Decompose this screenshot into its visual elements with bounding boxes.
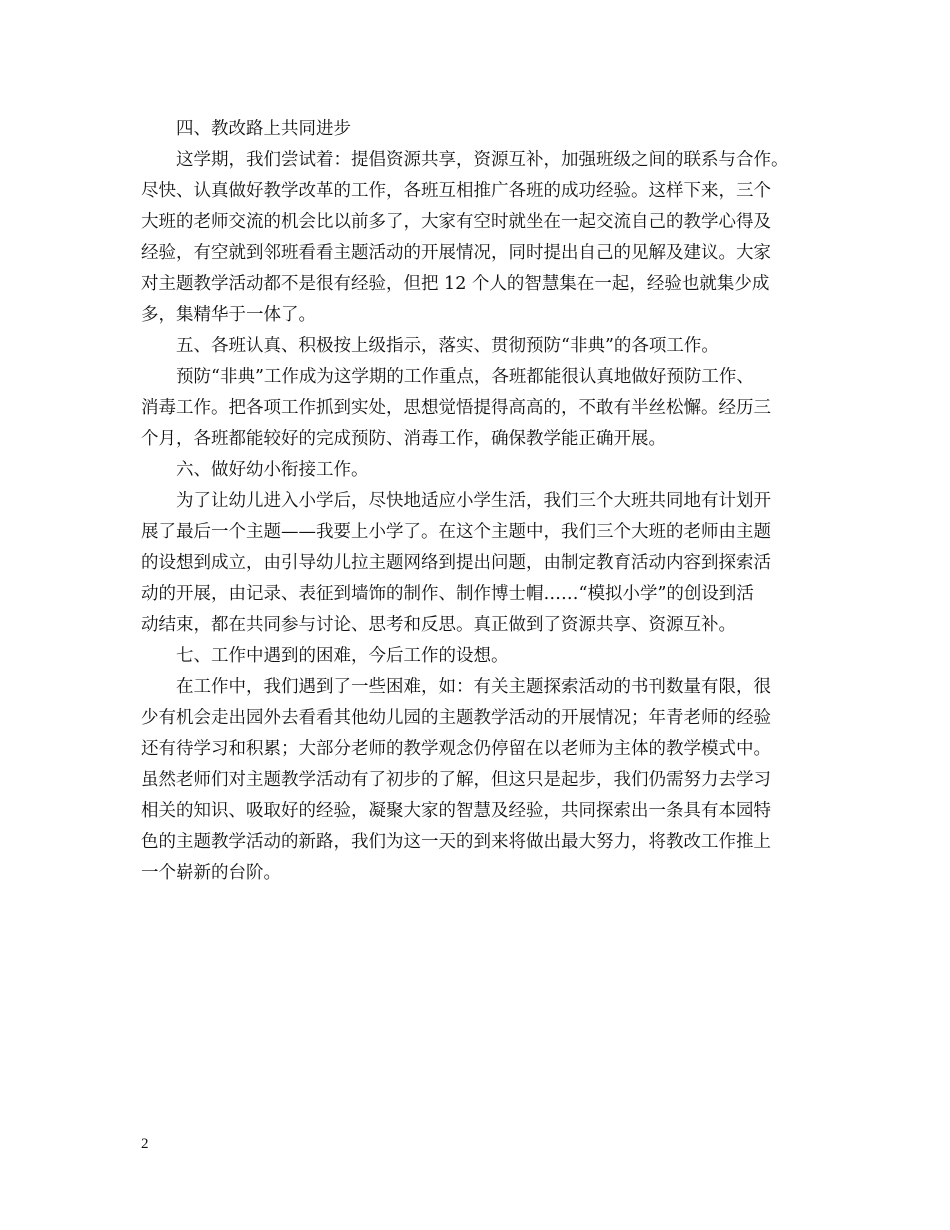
paragraph-line: 为了让幼儿进入小学后，尽快地适应小学生活，我们三个大班共同地有计划开 xyxy=(176,491,771,511)
section-heading: 七、工作中遇到的困难，今后工作的设想。 xyxy=(176,646,509,666)
paragraph-line: 经验，有空就到邻班看看主题活动的开展情况，同时提出自己的见解及建议。大家 xyxy=(141,243,771,263)
paragraph-line: 色的主题教学活动的新路，我们为这一天的到来将做出最大努力，将教改工作推上 xyxy=(141,832,771,852)
paragraph-line: 的设想到成立，由引导幼儿拉主题网络到提出问题，由制定教育活动内容到探索活 xyxy=(141,553,771,573)
paragraph-line: 大班的老师交流的机会比以前多了，大家有空时就坐在一起交流自己的教学心得及 xyxy=(141,212,771,232)
document-body xyxy=(141,114,831,889)
paragraph-line: 少有机会走出园外去看看其他幼儿园的主题教学活动的开展情况；年青老师的经验 xyxy=(141,708,771,728)
paragraph-line: 展了最后一个主题——我要上小学了。在这个主题中，我们三个大班的老师由主题 xyxy=(141,522,771,542)
paragraph-line: 相关的知识、吸取好的经验，凝聚大家的智慧及经验，共同探索出一条具有本园特 xyxy=(141,801,771,821)
paragraph-line: 多，集精华于一体了。 xyxy=(141,305,316,325)
paragraph-line: 消毒工作。把各项工作抓到实处，思想觉悟提得高高的，不敢有半丝松懈。经历三 xyxy=(141,398,771,418)
paragraph-line: 在工作中，我们遇到了一些困难，如：有关主题探索活动的书刊数量有限，很 xyxy=(176,677,771,697)
section-heading: 六、做好幼小衔接工作。 xyxy=(176,460,369,480)
paragraph-line: 动的开展，由记录、表征到墙饰的制作、制作博士帽……“模拟小学”的创设到活 xyxy=(141,584,754,604)
section-heading: 五、各班认真、积极按上级指示，落实、贯彻预防“非典”的各项工作。 xyxy=(176,336,719,356)
paragraph-line: 虽然老师们对主题教学活动有了初步的了解，但这只是起步，我们仍需努力去学习 xyxy=(141,770,771,790)
page-number: 2 xyxy=(141,1136,149,1152)
paragraph-line: 动结束，都在共同参与讨论、思考和反思。真正做到了资源共享、资源互补。 xyxy=(141,615,736,635)
paragraph-line: 一个崭新的台阶。 xyxy=(141,863,281,883)
paragraph-line: 个月，各班都能较好的完成预防、消毒工作，确保教学能正确开展。 xyxy=(141,429,666,449)
section-heading: 四、教改路上共同进步 xyxy=(176,119,351,139)
paragraph-line: 预防“非典”工作成为这学期的工作重点，各班都能很认真地做好预防工作、 xyxy=(176,367,754,387)
paragraph-line: 尽快、认真做好教学改革的工作，各班互相推广各班的成功经验。这样下来，三个 xyxy=(141,181,771,201)
paragraph-line: 还有待学习和积累；大部分老师的教学观念仍停留在以老师为主体的教学模式中。 xyxy=(141,739,771,759)
paragraph-line: 这学期，我们尝试着：提倡资源共享，资源互补，加强班级之间的联系与合作。 xyxy=(176,150,789,170)
paragraph-line: 对主题教学活动都不是很有经验，但把 12 个人的智慧集在一起，经验也就集少成 xyxy=(141,274,770,294)
